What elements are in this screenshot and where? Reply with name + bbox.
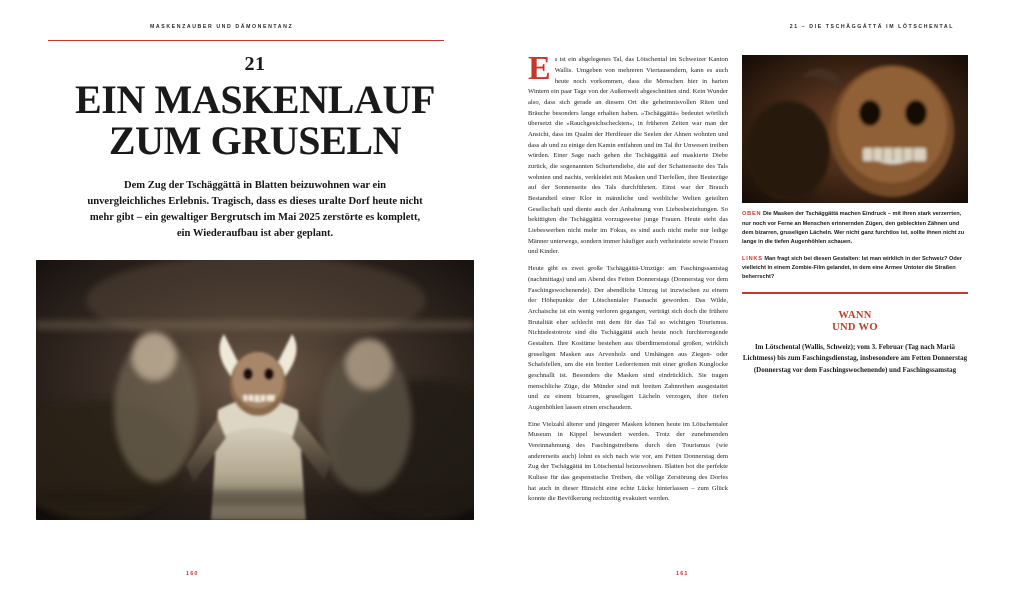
photo-column — [742, 55, 968, 511]
body-text — [528, 50, 728, 505]
infobox-rule — [742, 292, 968, 293]
body-paragraph-2: Heute gibt es zwei große Tschäggättä-Umzüge: am Faschingssamstag (nachmittags) und am Abend des Fetten Donnerstags (Donnerstag vor dem Faschingswochenende). Der abendliche Umzug ist inzwischen zu einem der Höhepunkte der Lötschentaler Fasnacht geworden. Das Wilde, Archaische ist ein wenig verloren gegangen, verträgt sich doch die frühere Brutalität eher schlecht mit dem für das Tal so wichtigen Tourismus. Nichtsdestotrotz sind die Tschäggättä auch heute noch furchterregende Gestalten. Ihre Kostüme bestehen aus überdimensional großen, wirklich gruseligen Masken aus Arvenholz und Umhängen aus Ziegen- oder Schafsfellen, um die ein breiter Ledorriemen mit einer großen Kunglocke geschnallt ist. Besonders die Masken sind eindrücklich. Sie tragen menschliche Züge, die Münder sind mit breiten Zahnreihen ausgestattet und zu einem bizarren, gruseligen Lächeln verzogen, ihre tiefen Augenhöhlen lassen einen erschaudern. — [528, 265, 728, 411]
infobox-text: Im Lötschental (Wallis, Schweiz); vom 3. Februar (Tag nach Mariä Lichtmess) bis zum Faschingsdienstag, insbesondere am Fetten Donnerstag (Donnerstag vor dem Faschingswochenende) und Faschingssamstag — [742, 342, 968, 374]
photo-mask-closeup-art — [742, 55, 968, 203]
header-rule-left — [48, 40, 444, 41]
caption-oben — [742, 210, 968, 247]
title-line-1: EIN MASKENLAUF — [75, 77, 435, 123]
running-head-right: 21 – DIE TSCHÄGGÄTTÄ IM LÖTSCHENTAL — [789, 24, 954, 30]
infobox-heading-line-1: WANN — [838, 309, 872, 321]
caption-oben-text: Die Masken der Tschäggättä machen Eindruck – mit ihren stark verzerrten, nur noch vor Ferne an Menschen erinnernden Zügen, den gebleckten Zähnen und dem bizarren, gruseligen Lächeln. Wer nicht ganz furchtlos ist, sollte ihnen nicht zu lange in die tiefen Augenhöhlen schauen. — [742, 211, 965, 246]
caption-links — [742, 255, 968, 283]
hero-photo-masked-figures — [36, 260, 474, 520]
caption-links-lead: LINKS — [742, 255, 763, 262]
body-paragraph-1-text: s ist ein abgelegenes Tal, das Lötschental im Schweizer Kanton Wallis. Umgeben von mehreren Viertausendern, kann es auch heute noch vorkommen, dass die Menschen hier in harten Wintern ein paar Tage von der Außenwelt abgeschnitten sind. Kein Wunder also, dass sich gerade an diesem Ort die geheimnisvollen Riten und Bräuche besonders lange erhalten haben. »Tschäggättä« bedeutet wörtlich übersetzt die »Rauchgesichscheckten«, in früheren Zeiten war man der Ansicht, dass im Qualm der Herdfeuer die Seelen der Ahnen wohnten und dass ab und zu einige den Kamin entfahren und im Tal ihr Unwesen treiben würden. Einer Sage nach gehen die Tschäggättä auf maskierte Diebe zurück, die sogenannten Schurtendiebe, die auf der Schattenseite des Tals wohnten und nachts, verkleidet mit Masken und Tierfellen, ihre Beutezüge auf der Sonnenseite des Tals durchführten. Einst war der Brauch Bestandteil einer Klor in männliche und weibliche Welten geteilten Gesellschaft und diente auch der Anbahnung von Liebesbeziehungen. So bekittigten die Tschäggättä vorzugsweise junge Frauen. Heute steht das Liebeswerben nicht mehr im Fokus, es sind auch nicht mehr nur ledige Männer unterwegs, sondern immer häufiger auch verheiratete sowie Frauen und Kinder. — [528, 56, 728, 256]
folio-right: 161 — [676, 571, 689, 577]
body-column — [528, 50, 728, 511]
running-head-left: MASKENZAUBER UND DÄMONENTANZ — [150, 24, 294, 30]
drop-cap: E — [528, 50, 551, 88]
infobox-heading-line-2: UND WO — [832, 321, 878, 333]
body-paragraph-3: Eine Vielzahl älterer und jüngerer Masken können heute im Lötschentaler Museum in Kippel bewundert werden. Trotz der zunehmenden Vereinnahmung des Faschingstreibens durch den Tourismus (wie andererseits auch) lohnt es sich nach wie vor, am Fetten Donnerstag dem Zug der Tschäggättä im Lötschental beizuwohnen. Blatten bot die perfekte Kulisse für das gespenstische Treiben, die völlige Zerstörung des Dorfes hat auch in dieser Hinsicht eine echte Lücke hinterlassen – zum Glück konnte die Bevölkerung rechtzeitig evakuiert werden. — [528, 420, 728, 503]
text-columns — [528, 50, 984, 511]
standfirst: Dem Zug der Tschäggättä in Blatten beizuwohnen war ein unvergleichliches Erlebnis. Tragisch, dass es dieses uralte Dorf heute nicht mehr gibt – ein gewaltiger Bergrutsch im Mai 2025 zerstörte es komplett, ein Wiederaufbau ist aber geplant. — [87, 179, 423, 240]
hero-photo-art — [36, 260, 474, 520]
caption-links-text: Man fragt sich bei diesen Gestalten: Ist man wirklich in der Schweiz? Oder vielleicht in einem Zombie-Film gelandet, in dem eine Armee Untoter die Straßen beherrscht? — [742, 255, 963, 281]
body-paragraph-1 — [528, 50, 728, 258]
page-title — [36, 77, 474, 164]
title-line-2: ZUM GRUSELN — [108, 118, 402, 164]
infobox-heading — [742, 310, 968, 334]
right-page — [510, 0, 1020, 595]
chapter-number: 21 — [244, 53, 266, 76]
caption-oben-lead: OBEN — [742, 211, 762, 218]
photo-mask-closeup — [742, 55, 968, 203]
folio-left: 160 — [186, 571, 199, 577]
